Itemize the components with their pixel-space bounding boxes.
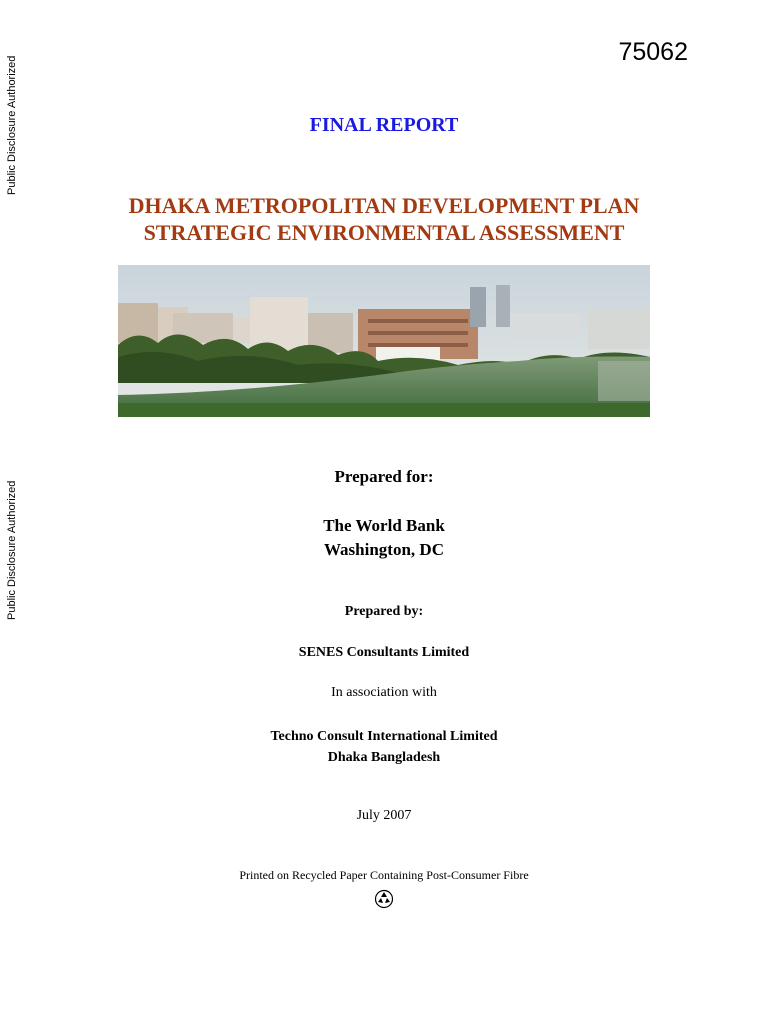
association-org: Techno Consult International Limited xyxy=(270,729,498,744)
report-date: July 2007 xyxy=(356,808,412,823)
title-line-2: STRATEGIC ENVIRONMENTAL ASSESSMENT xyxy=(143,220,625,245)
prepared-for-location: Washington, DC xyxy=(324,540,444,559)
prepared-by-org: SENES Consultants Limited xyxy=(298,645,470,660)
title-line-1: DHAKA METROPOLITAN DEVELOPMENT PLAN xyxy=(128,193,640,218)
prepared-by-label: Prepared by: xyxy=(344,604,424,619)
disclosure-label-top: Public Disclosure Authorized xyxy=(6,55,18,195)
prepared-for-org: The World Bank xyxy=(323,516,445,535)
association-block xyxy=(0,726,768,768)
cover-photo-dhaka-skyline xyxy=(118,265,650,417)
disclosure-label-bottom: Public Disclosure Authorized xyxy=(6,480,18,620)
association-location: Dhaka Bangladesh xyxy=(327,750,441,765)
prepared-for-block xyxy=(0,514,768,562)
report-type-heading: FINAL REPORT xyxy=(309,114,459,136)
association-label: In association with xyxy=(331,685,437,700)
document-number: 75062 xyxy=(618,38,688,66)
document-title xyxy=(0,192,768,246)
printed-note: Printed on Recycled Paper Containing Post-Consumer Fibre xyxy=(239,868,529,882)
recycle-icon xyxy=(374,889,394,909)
prepared-for-label: Prepared for: xyxy=(334,467,434,486)
